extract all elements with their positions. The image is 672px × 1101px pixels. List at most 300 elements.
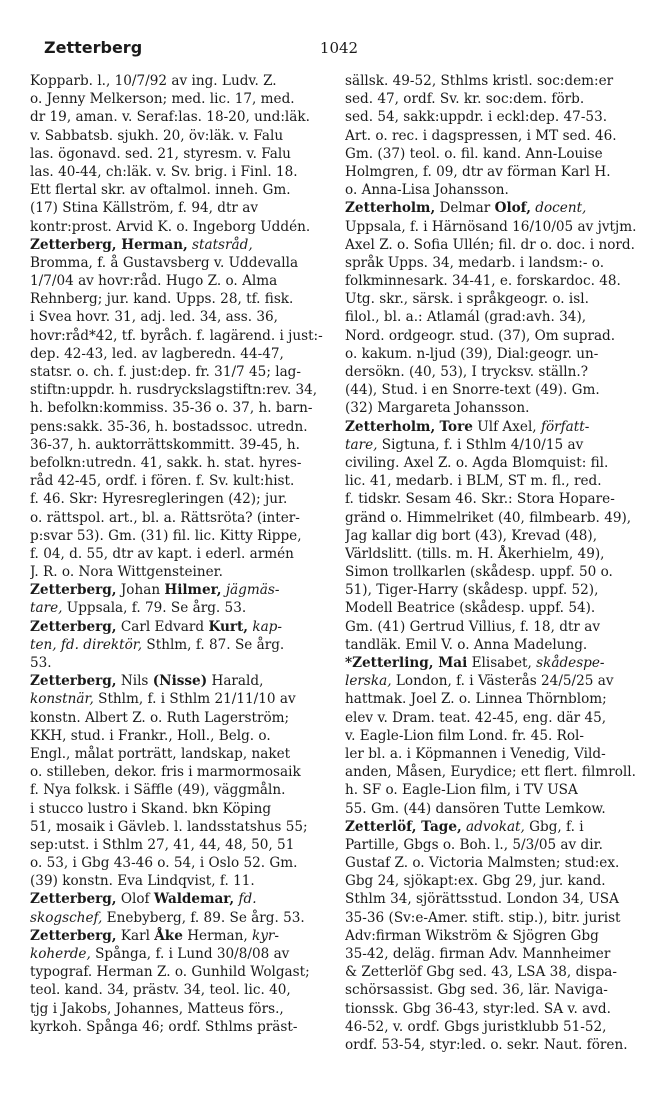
- line-content: [345, 327, 615, 345]
- line-content: [345, 581, 598, 599]
- entry-text: lic. 41, medarb. i BLM, ST m. fl., red.: [345, 473, 602, 490]
- text-line: [345, 490, 645, 508]
- entry-text: Sigtuna, f. i Sthlm 4/10/15 av: [377, 436, 584, 453]
- line-content: [345, 490, 615, 508]
- line-content: [345, 781, 578, 799]
- entry-title: konstnär,: [30, 691, 94, 708]
- text-line: [30, 872, 330, 890]
- line-content: [345, 1018, 607, 1036]
- line-content: [30, 581, 279, 599]
- entry-headword: Zetterholm,: [345, 200, 436, 217]
- line-content: [345, 127, 617, 145]
- text-line: [345, 781, 645, 799]
- line-content: [345, 218, 636, 236]
- text-line: [345, 1000, 645, 1018]
- line-content: [30, 745, 290, 763]
- entry-text: 1/7/04 av hovr:råd. Hugo Z. o. Alma: [30, 273, 278, 290]
- page-number: 1042: [319, 39, 359, 57]
- text-line: [30, 545, 330, 563]
- text-line: [345, 836, 645, 854]
- entry-title: kyr-: [252, 927, 280, 944]
- text-line: [30, 709, 330, 727]
- text-line: [345, 636, 645, 654]
- line-content: [345, 290, 589, 308]
- entry-text: Engl., målat porträtt, landskap, naket: [30, 745, 291, 762]
- entry-text: statsr. o. ch. f. just:dep. fr. 31/7 45; lag-: [30, 364, 301, 380]
- text-line: [30, 327, 330, 345]
- text-line: [345, 272, 645, 290]
- text-line: [345, 800, 645, 818]
- line-content: [345, 636, 587, 654]
- text-line: [345, 418, 645, 436]
- entry-text: sed. 47, ordf. Sv. kr. soc:dem. förb.: [345, 91, 585, 108]
- line-content: [345, 690, 607, 708]
- line-content: [30, 890, 257, 908]
- entry-text: o. rättspol. art., bl. a. Rättsröta? (inter-: [30, 509, 300, 526]
- line-content: [30, 909, 305, 927]
- line-content: [30, 127, 283, 145]
- line-content: [345, 963, 617, 981]
- entry-text: sed. 54, sakk:uppdr. i eckl:dep. 47-53.: [345, 109, 608, 126]
- text-line: [345, 909, 645, 927]
- text-line: [30, 218, 330, 236]
- running-head: Zetterberg: [44, 38, 143, 57]
- entry-text: konstn. Albert Z. o. Ruth Lagerström;: [30, 709, 290, 726]
- line-content: [345, 727, 584, 745]
- page-header: [44, 38, 634, 62]
- text-line: [30, 490, 330, 508]
- entry-text: h. befolkn:kommiss. 35-36 o. 37, h. barn-: [30, 400, 313, 417]
- line-content: [30, 618, 282, 636]
- line-content: [345, 563, 613, 581]
- line-content: [345, 599, 595, 617]
- entry-text: Nord. ordgeogr. stud. (37), Om suprad.: [345, 327, 616, 344]
- entry-text: London, f. i Västerås 24/5/25 av: [391, 673, 614, 690]
- line-content: [30, 672, 263, 690]
- text-line: [345, 599, 645, 617]
- entry-text: stiftn:uppdr. h. rusdryckslagstiftn:rev. 34,: [30, 382, 318, 399]
- text-line: [30, 399, 330, 417]
- text-line: [345, 818, 645, 836]
- line-content: [345, 836, 603, 854]
- line-content: [30, 690, 296, 708]
- line-content: [30, 363, 301, 381]
- line-content: [30, 636, 284, 654]
- line-content: [30, 145, 291, 163]
- entry-text: o. Anna-Lisa Johansson.: [345, 182, 509, 199]
- text-line: [30, 818, 330, 836]
- entry-text: Gm. (37) teol. o. fil. kand. Ann-Louise: [345, 145, 603, 162]
- line-content: [345, 254, 604, 272]
- text-line: [345, 363, 645, 381]
- line-content: [345, 763, 636, 781]
- text-line: [345, 672, 645, 690]
- entry-text: Uppsala, f. 79. Se årg. 53.: [62, 600, 247, 617]
- text-line: [345, 145, 645, 163]
- text-line: [345, 709, 645, 727]
- line-content: [30, 181, 291, 199]
- entry-text: Gm. (41) Gertrud Villius, f. 18, dtr av: [345, 618, 600, 635]
- text-line: [30, 781, 330, 799]
- text-line: [345, 236, 645, 254]
- line-content: [30, 945, 289, 963]
- text-line: [30, 618, 330, 636]
- line-content: [30, 709, 289, 727]
- entry-text: hovr:råd*42, tf. byråch. f. lagärend. i just:-: [30, 327, 323, 344]
- entry-title: advokat,: [466, 818, 525, 835]
- text-line: [345, 472, 645, 490]
- entry-title: tare,: [345, 436, 378, 453]
- entry-headword: Åke: [154, 927, 183, 944]
- entry-text: 35-42, deläg. firman Adv. Mannheimer: [345, 946, 611, 962]
- entry-text: v. Eagle-Lion film Lond. fr. 45. Rol-: [345, 727, 584, 744]
- line-content: [30, 381, 317, 399]
- entry-text: Holmgren, f. 09, dtr av förman Karl H.: [345, 163, 611, 180]
- line-content: [345, 981, 608, 999]
- entry-text: 53.: [30, 655, 52, 671]
- entry-text: Ulf Axel,: [472, 418, 541, 435]
- text-line: [345, 654, 645, 672]
- text-line: [345, 399, 645, 417]
- entry-text: Spånga, f. i Lund 30/8/08 av: [90, 946, 290, 962]
- entry-text: Simon trollkarlen (skådesp. uppf. 50 o.: [345, 564, 613, 581]
- line-content: [345, 927, 599, 945]
- entry-headword: *Zetterling, Mai: [345, 655, 468, 671]
- text-line: [30, 763, 330, 781]
- entry-text: Nils: [116, 673, 153, 690]
- line-content: [30, 1018, 297, 1036]
- entry-text: gränd o. Himmelriket (40, filmbearb. 49),: [345, 509, 632, 526]
- entry-text: Adv:firman Wikström & Sjögren Gbg: [345, 927, 599, 944]
- line-content: [30, 509, 300, 527]
- entry-text: ler bl. a. i Köpmannen i Venedig, Vild-: [345, 745, 606, 762]
- text-line: [30, 108, 330, 126]
- text-line: [345, 963, 645, 981]
- text-line: [30, 127, 330, 145]
- text-line: [30, 236, 330, 254]
- text-line: [30, 563, 330, 581]
- entry-text: schörsassist. Gbg sed. 36, lär. Naviga-: [345, 982, 608, 999]
- entry-text: Sthlm, f. 87. Se årg.: [142, 636, 285, 653]
- line-content: [345, 618, 600, 636]
- line-content: [30, 599, 246, 617]
- text-line: [30, 727, 330, 745]
- entry-text: las. 40-44, ch:läk. v. Sv. brig. i Finl. 18.: [30, 163, 298, 180]
- entry-text: Sthlm 34, sjörättsstud. London 34, USA: [345, 891, 619, 908]
- entry-text: 51, mosaik i Gävleb. l. landsstatshus 55;: [30, 818, 308, 835]
- line-content: [345, 545, 604, 563]
- text-line: [345, 108, 645, 126]
- entry-headword: Zetterberg,: [30, 927, 117, 944]
- entry-text: Elisabet,: [467, 655, 537, 671]
- entry-title: skådespe-: [536, 655, 605, 671]
- line-content: [30, 563, 223, 581]
- line-content: [345, 381, 600, 399]
- text-line: [30, 436, 330, 454]
- line-content: [30, 108, 310, 126]
- entry-text: p:svar 53). Gm. (31) fil. lic. Kitty Rippe,: [30, 527, 302, 544]
- text-line: [30, 963, 330, 981]
- entry-text: Karl: [116, 927, 155, 944]
- text-line: [345, 581, 645, 599]
- text-line: [30, 945, 330, 963]
- entry-headword: Zetterlöf, Tage,: [345, 818, 462, 835]
- text-line: [30, 181, 330, 199]
- line-content: [345, 872, 606, 890]
- entry-text: hattmak. Joel Z. o. Linnea Thörnblom;: [345, 691, 607, 708]
- entry-text: v. Sabbatsb. sjukh. 20, öv:läk. v. Falu: [30, 127, 284, 144]
- text-line: [30, 654, 330, 672]
- entry-text: tandläk. Emil V. o. Anna Madelung.: [345, 636, 588, 653]
- line-content: [345, 509, 631, 527]
- entry-text: o. stilleben, dekor. fris i marmormosaik: [30, 764, 301, 781]
- line-content: [30, 345, 284, 363]
- text-line: [30, 690, 330, 708]
- line-content: [30, 1000, 284, 1018]
- entry-text: råd 42-45, ordf. i fören. f. Sv. kult:hist.: [30, 473, 295, 490]
- entry-headword: Zetterberg,: [30, 582, 117, 599]
- text-line: [30, 981, 330, 999]
- entry-text: dep. 42-43, led. av lagberedn. 44-47,: [30, 345, 284, 362]
- text-line: [30, 509, 330, 527]
- line-content: [30, 272, 277, 290]
- entry-headword: Zetterberg,: [30, 891, 117, 908]
- text-line: [345, 981, 645, 999]
- text-line: [30, 890, 330, 908]
- line-content: [345, 72, 613, 90]
- entry-title: tare,: [30, 600, 63, 617]
- entry-headword: Kurt,: [208, 618, 249, 635]
- entry-text: 51), Tiger-Harry (skådesp. uppf. 52),: [345, 582, 599, 599]
- line-content: [345, 345, 598, 363]
- entry-text: pens:sakk. 35-36, h. bostadssoc. utredn.: [30, 418, 308, 435]
- line-content: [30, 854, 297, 872]
- entry-text: o. 53, i Gbg 43-46 o. 54, i Oslo 52. Gm.: [30, 855, 298, 872]
- entry-text: Bromma, f. å Gustavsberg v. Uddevalla: [30, 254, 299, 271]
- text-line: [30, 454, 330, 472]
- entry-text: teol. kand. 34, prästv. 34, teol. lic. 40,: [30, 982, 291, 999]
- line-content: [30, 308, 278, 326]
- entry-text: dersökn. (40, 53), I trycksv. ställn.?: [345, 364, 588, 380]
- entry-text: kontr:prost. Arvid K. o. Ingeborg Uddén.: [30, 218, 311, 235]
- text-line: [345, 308, 645, 326]
- entry-text: Kopparb. l., 10/7/92 av ing. Ludv. Z.: [30, 73, 277, 89]
- entry-text: Uppsala, f. i Härnösand 16/10/05 av jvtjm.: [345, 218, 637, 235]
- entry-text: Utg. skr., särsk. i språkgeogr. o. isl.: [345, 291, 589, 308]
- entry-text: kyrkoh. Spånga 46; ordf. Sthlms präst-: [30, 1018, 298, 1035]
- line-content: [345, 709, 606, 727]
- text-line: [30, 599, 330, 617]
- text-line: [30, 909, 330, 927]
- entry-text: elev v. Dram. teat. 42-45, eng. där 45,: [345, 709, 607, 726]
- entry-text: sep:utst. i Sthlm 27, 41, 44, 48, 50, 51: [30, 836, 295, 853]
- entry-title: jägmäs-: [225, 582, 280, 599]
- text-line: [30, 290, 330, 308]
- entry-text: h. SF o. Eagle-Lion film, i TV USA: [345, 782, 578, 799]
- text-line: [345, 745, 645, 763]
- entry-text: språk Upps. 34, medarb. i landsm:- o.: [345, 254, 605, 271]
- entry-headword: Zetterberg,: [30, 618, 117, 635]
- entry-headword: Hilmer,: [164, 582, 222, 599]
- line-content: [30, 836, 294, 854]
- line-content: [345, 418, 589, 436]
- text-line: [345, 90, 645, 108]
- entry-text: Sthlm, f. i Sthlm 21/11/10 av: [93, 691, 296, 708]
- entry-text: 36-37, h. auktorrättskommitt. 39-45, h.: [30, 436, 300, 453]
- entry-text: Art. o. rec. i dagspressen, i MT sed. 46.: [345, 127, 617, 144]
- entry-text: J. R. o. Nora Wittgensteiner.: [30, 564, 223, 581]
- text-line: [30, 472, 330, 490]
- line-content: [345, 308, 586, 326]
- entry-text: las. ögonavd. sed. 21, styresm. v. Falu: [30, 145, 291, 162]
- text-line: [345, 1018, 645, 1036]
- line-content: [30, 90, 295, 108]
- text-line: [30, 199, 330, 217]
- line-content: [30, 981, 291, 999]
- text-line: [345, 727, 645, 745]
- line-content: [30, 472, 294, 490]
- text-line: [30, 636, 330, 654]
- entry-text: civiling. Axel Z. o. Agda Blomquist: fil.: [345, 454, 609, 471]
- line-content: [345, 945, 610, 963]
- entry-text: Jag kallar dig bort (43), Krevad (48),: [345, 527, 598, 544]
- entry-title: skogschef,: [30, 909, 103, 926]
- entry-title: koherde,: [30, 946, 91, 962]
- entry-title: författ-: [540, 418, 590, 435]
- text-line: [30, 418, 330, 436]
- entry-text: Gbg, f. i: [524, 818, 584, 835]
- text-line: [30, 345, 330, 363]
- entry-headword: (Nisse): [152, 673, 208, 690]
- line-content: [30, 327, 323, 345]
- line-content: [30, 199, 258, 217]
- left-column: [30, 72, 330, 1036]
- text-line: [345, 199, 645, 217]
- text-line: [345, 690, 645, 708]
- text-line: [345, 545, 645, 563]
- text-line: [345, 890, 645, 908]
- line-content: [30, 527, 302, 545]
- entry-text: f. Nya folksk. i Säffle (49), väggmåln.: [30, 782, 286, 799]
- entry-text: Delmar: [435, 200, 495, 217]
- entry-text: sällsk. 49-52, Sthlms kristl. soc:dem:er: [345, 73, 614, 89]
- text-line: [345, 563, 645, 581]
- entry-text: typograf. Herman Z. o. Gunhild Wolgast;: [30, 964, 310, 981]
- text-line: [30, 254, 330, 272]
- text-line: [345, 181, 645, 199]
- entry-text: Gbg 24, sjökapt:ex. Gbg 29, jur. kand.: [345, 873, 606, 890]
- line-content: [30, 654, 52, 672]
- line-content: [345, 654, 605, 672]
- text-line: [345, 945, 645, 963]
- entry-text: Axel Z. o. Sofia Ullén; fil. dr o. doc. i nord.: [345, 236, 635, 253]
- entry-text: o. kakum. n-ljud (39), Dial:geogr. un-: [345, 345, 599, 362]
- text-line: [345, 163, 645, 181]
- line-content: [30, 290, 293, 308]
- line-content: [345, 163, 611, 181]
- line-content: [30, 872, 255, 890]
- entry-text: Carl Edvard: [116, 618, 209, 635]
- line-content: [345, 399, 529, 417]
- line-content: [30, 963, 310, 981]
- line-content: [345, 181, 509, 199]
- line-content: [30, 800, 271, 818]
- entry-title: docent,: [535, 200, 587, 217]
- entry-title: fd.: [238, 891, 257, 908]
- entry-title: ten, fd. direktör,: [30, 636, 143, 653]
- entry-text: Herman,: [182, 927, 252, 944]
- entry-text: KKH, stud. i Frankr., Holl., Belg. o.: [30, 727, 271, 744]
- text-line: [345, 1036, 645, 1054]
- entry-text: 55. Gm. (44) dansören Tutte Lemkow.: [345, 800, 606, 817]
- text-line: [30, 836, 330, 854]
- entry-text: Rehnberg; jur. kand. Upps. 28, tf. fisk.: [30, 291, 294, 308]
- entry-text: Världslitt. (tills. m. H. Åkerhielm, 49),: [345, 545, 605, 562]
- entry-title: statsråd,: [192, 236, 253, 253]
- entry-text: & Zetterlöf Gbg sed. 43, LSA 38, dispa-: [345, 964, 617, 981]
- line-content: [30, 399, 313, 417]
- right-column: [345, 72, 645, 1054]
- line-content: [345, 472, 602, 490]
- line-content: [30, 763, 301, 781]
- entry-text: o. Jenny Melkerson; med. lic. 17, med.: [30, 91, 295, 108]
- line-content: [345, 454, 608, 472]
- entry-headword: Tore: [439, 418, 473, 435]
- line-content: [345, 272, 621, 290]
- entry-text: Partille, Gbgs o. Boh. l., 5/3/05 av dir.: [345, 836, 603, 853]
- line-content: [345, 436, 583, 454]
- text-line: [345, 854, 645, 872]
- text-line: [345, 72, 645, 90]
- line-content: [345, 890, 619, 908]
- line-content: [30, 163, 298, 181]
- entry-headword: Zetterholm,: [345, 418, 436, 435]
- entry-title: lerska,: [345, 673, 392, 690]
- line-content: [30, 454, 301, 472]
- entry-text: ordf. 53-54, styr:led. o. sekr. Naut. fören.: [345, 1036, 628, 1053]
- entry-title: kap-: [252, 618, 282, 635]
- entry-text: (17) Stina Källström, f. 94, dtr av: [30, 200, 259, 217]
- entry-text: f. 04, d. 55, dtr av kapt. i ederl. armén: [30, 545, 294, 562]
- line-content: [30, 418, 308, 436]
- entry-text: Olof: [116, 891, 154, 908]
- text-line: [345, 254, 645, 272]
- text-line: [30, 363, 330, 381]
- text-line: [30, 927, 330, 945]
- text-line: [345, 527, 645, 545]
- entry-text: 46-52, v. ordf. Gbgs juristklubb 51-52,: [345, 1018, 607, 1035]
- entry-text: tjg i Jakobs, Johannes, Matteus förs.,: [30, 1000, 284, 1017]
- entry-text: (44), Stud. i en Snorre-text (49). Gm.: [345, 382, 600, 399]
- text-line: [345, 127, 645, 145]
- line-content: [30, 236, 253, 254]
- line-content: [30, 218, 310, 236]
- text-line: [30, 581, 330, 599]
- entry-headword: Waldemar,: [153, 891, 235, 908]
- entry-headword: Olof,: [494, 200, 531, 217]
- line-content: [30, 490, 287, 508]
- entry-text: Enebyberg, f. 89. Se årg. 53.: [102, 909, 305, 926]
- line-content: [345, 145, 603, 163]
- text-line: [345, 381, 645, 399]
- line-content: [345, 527, 597, 545]
- line-content: [345, 1036, 628, 1054]
- entry-text: (39) konstn. Eva Lindqvist, f. 11.: [30, 873, 255, 890]
- text-line: [30, 854, 330, 872]
- text-line: [345, 454, 645, 472]
- text-line: [345, 927, 645, 945]
- text-line: [30, 163, 330, 181]
